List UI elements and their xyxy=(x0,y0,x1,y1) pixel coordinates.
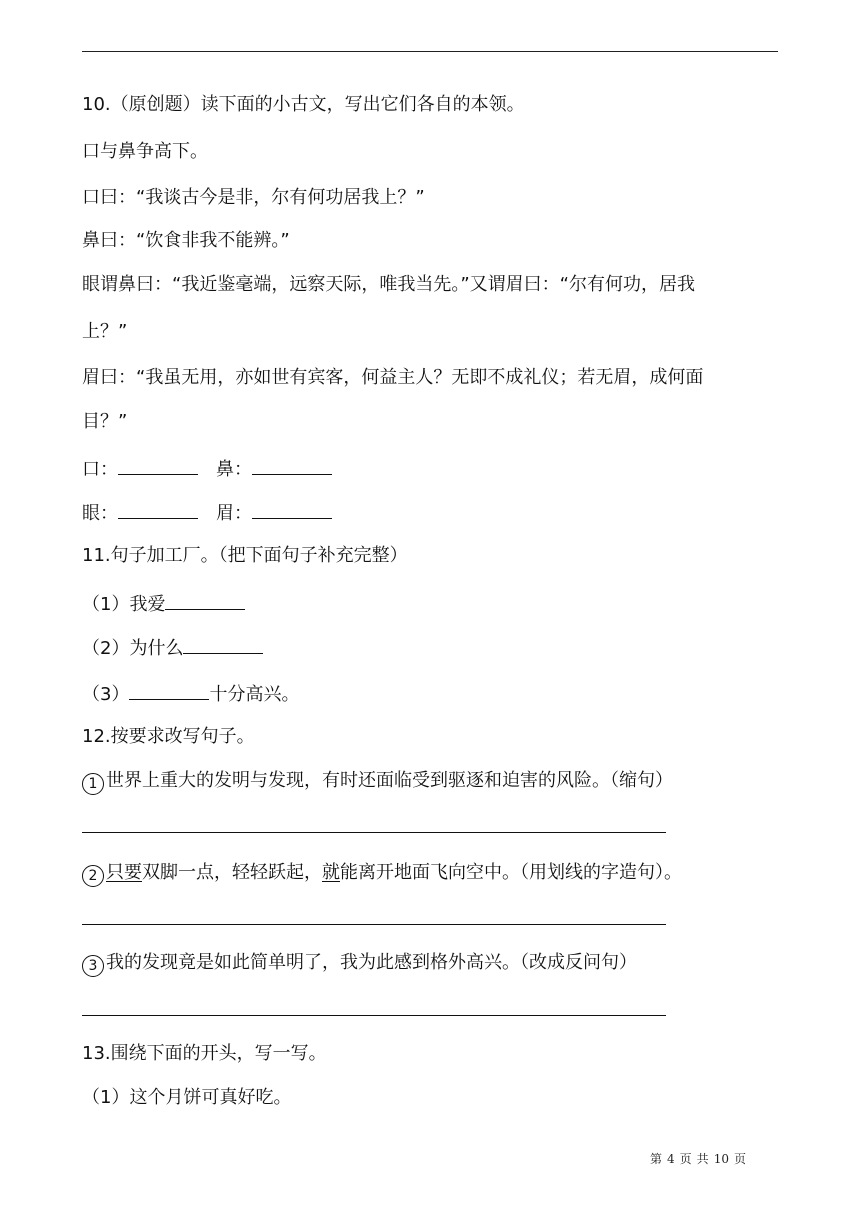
passage-line: 口曰：“我谈古今是非，尔有何功居我上？” xyxy=(82,187,425,208)
question-13-title: 13.围绕下面的开头，写一写。 xyxy=(82,1043,327,1064)
q12-sentence-1 xyxy=(82,769,673,795)
q11-item-3-suffix: 十分高兴。 xyxy=(209,684,300,705)
total-page-count: 10 xyxy=(713,1152,729,1166)
q13-item-1: （1）这个月饼可真好吃。 xyxy=(82,1087,292,1108)
brow-label: 眉： xyxy=(216,503,252,524)
underlined-word: 只要 xyxy=(106,862,142,883)
q11-item-2-blank[interactable] xyxy=(183,634,263,654)
q12-sentence-3-text: 我的发现竟是如此简单明了，我为此感到格外高兴。（改成反问句） xyxy=(106,952,637,973)
q11-item-1-blank[interactable] xyxy=(165,590,245,610)
question-11-title: 11.句子加工厂。（把下面句子补充完整） xyxy=(82,545,408,566)
q11-item-3-prefix: （3） xyxy=(82,684,130,705)
question-12-title: 12.按要求改写句子。 xyxy=(82,726,255,747)
brow-answer-blank[interactable] xyxy=(252,499,332,519)
q11-item-3-blank[interactable] xyxy=(129,680,209,700)
q12-sentence-2 xyxy=(82,861,682,887)
nose-label: 鼻： xyxy=(216,459,252,480)
footer-text: 共 xyxy=(696,1152,709,1166)
passage-line: 目？” xyxy=(82,411,128,432)
passage-line: 鼻曰：“饮食非我不能辨。” xyxy=(82,230,290,251)
passage-line: 眉曰：“我虽无用，亦如世有宾客，何益主人？无即不成礼仪；若无眉，成何面 xyxy=(82,367,704,388)
circled-number-3: 3 xyxy=(82,955,104,977)
mouth-answer-blank[interactable] xyxy=(118,455,198,475)
footer-text: 第 xyxy=(650,1152,663,1166)
footer-text: 页 xyxy=(679,1152,692,1166)
q11-item-1 xyxy=(82,590,245,617)
passage-line: 上？” xyxy=(82,321,128,342)
page-footer xyxy=(650,1151,751,1167)
nose-answer-blank[interactable] xyxy=(252,455,332,475)
footer-text: 页 xyxy=(733,1152,746,1166)
header-rule xyxy=(82,51,778,52)
q12-answer-line-3[interactable] xyxy=(82,1015,666,1016)
q12-sentence-2-text: 双脚一点，轻轻跃起， xyxy=(142,862,322,883)
passage-line: 眼谓鼻曰：“我近鉴毫端，远察天际，唯我当先。”又谓眉曰：“尔有何功，居我 xyxy=(82,274,695,295)
circled-number-2: 2 xyxy=(82,865,104,887)
q12-answer-line-2[interactable] xyxy=(82,924,666,925)
fill-row-eye-brow xyxy=(82,499,332,526)
q11-item-1-text: （1）我爱 xyxy=(82,594,166,615)
current-page-number: 4 xyxy=(667,1152,675,1166)
underlined-word: 就 xyxy=(322,862,340,883)
mouth-label: 口： xyxy=(82,459,118,480)
q11-item-2 xyxy=(82,634,263,661)
fill-row-mouth-nose xyxy=(82,455,332,482)
q12-sentence-3 xyxy=(82,951,637,977)
eye-label: 眼： xyxy=(82,503,118,524)
q12-answer-line-1[interactable] xyxy=(82,832,666,833)
q11-item-3 xyxy=(82,680,299,707)
question-10-title: 10.（原创题）读下面的小古文，写出它们各自的本领。 xyxy=(82,94,525,115)
q11-item-2-text: （2）为什么 xyxy=(82,638,184,659)
circled-number-1: 1 xyxy=(82,773,104,795)
q12-sentence-1-text: 世界上重大的发明与发现，有时还面临受到驱逐和迫害的风险。（缩句） xyxy=(106,770,673,791)
q12-sentence-2-text: 能离开地面飞向空中。（用划线的字造句）。 xyxy=(340,862,682,883)
eye-answer-blank[interactable] xyxy=(118,499,198,519)
passage-line: 口与鼻争高下。 xyxy=(82,141,208,162)
